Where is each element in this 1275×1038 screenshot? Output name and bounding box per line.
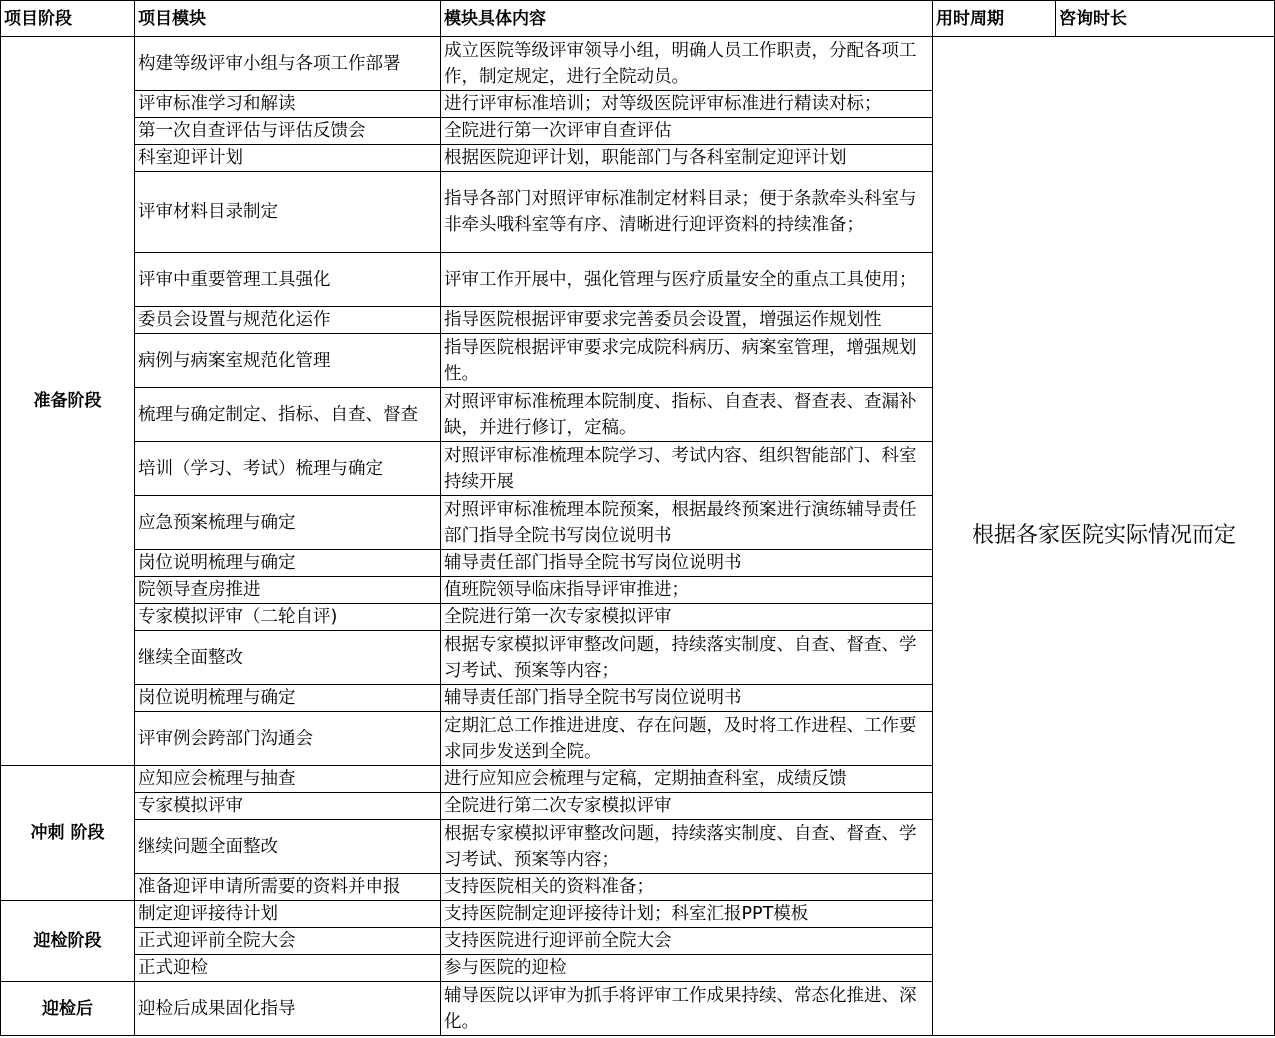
content-cell: 根据专家模拟评审整改问题，持续落实制度、自查、督查、学习考试、预案等内容；: [441, 820, 933, 874]
header-module: 项目模块: [135, 1, 441, 37]
module-cell: 迎检后成果固化指导: [135, 982, 441, 1036]
content-cell: 全院进行第一次专家模拟评审: [441, 604, 933, 631]
module-cell: 制定迎评接待计划: [135, 901, 441, 928]
stage-cell: 迎检阶段: [1, 901, 135, 982]
module-cell: 岗位说明梳理与确定: [135, 685, 441, 712]
content-cell: 对照评审标准梳理本院预案，根据最终预案进行演练辅导责任部门指导全院书写岗位说明书: [441, 496, 933, 550]
module-cell: 梳理与确定制定、指标、自查、督查: [135, 388, 441, 442]
header-duration: 咨询时长: [1056, 1, 1275, 37]
header-period: 用时周期: [933, 1, 1056, 37]
module-cell: 病例与病案室规范化管理: [135, 334, 441, 388]
content-cell: 辅导医院以评审为抓手将评审工作成果持续、常态化推进、深化。: [441, 982, 933, 1036]
content-cell: 根据专家模拟评审整改问题，持续落实制度、自查、督查、学习考试、预案等内容；: [441, 631, 933, 685]
module-cell: 委员会设置与规范化运作: [135, 307, 441, 334]
module-cell: 正式迎检: [135, 955, 441, 982]
content-cell: 根据医院迎评计划，职能部门与各科室制定迎评计划: [441, 145, 933, 172]
stage-cell: 迎检后: [1, 982, 135, 1036]
module-cell: 应急预案梳理与确定: [135, 496, 441, 550]
content-cell: 定期汇总工作推进进度、存在问题，及时将工作进程、工作要求同步发送到全院。: [441, 712, 933, 766]
module-cell: 准备迎评申请所需要的资料并申报: [135, 874, 441, 901]
module-cell: 科室迎评计划: [135, 145, 441, 172]
module-cell: 构建等级评审小组与各项工作部署: [135, 37, 441, 91]
module-cell: 培训（学习、考试）梳理与确定: [135, 442, 441, 496]
module-cell: 评审材料目录制定: [135, 172, 441, 253]
content-cell: 指导医院根据评审要求完成院科病历、病案室管理，增强规划性。: [441, 334, 933, 388]
module-cell: 正式迎评前全院大会: [135, 928, 441, 955]
content-cell: 值班院领导临床指导评审推进；: [441, 577, 933, 604]
stage-cell: 准备阶段: [1, 37, 135, 766]
module-cell: 评审例会跨部门沟通会: [135, 712, 441, 766]
module-cell: 专家模拟评审（二轮自评): [135, 604, 441, 631]
module-cell: 继续问题全面整改: [135, 820, 441, 874]
content-cell: 参与医院的迎检: [441, 955, 933, 982]
content-cell: 支持医院进行迎评前全院大会: [441, 928, 933, 955]
header-row: [1, 1, 1275, 37]
content-cell: 评审工作开展中，强化管理与医疗质量安全的重点工具使用；: [441, 253, 933, 307]
content-cell: 对照评审标准梳理本院学习、考试内容、组织智能部门、科室持续开展: [441, 442, 933, 496]
content-cell: 全院进行第二次专家模拟评审: [441, 793, 933, 820]
content-cell: 指导各部门对照评审标准制定材料目录；便于条款牵头科室与非牵头哦科室等有序、清晰进行迎评资料的持续准备；: [441, 172, 933, 253]
table-row: [1, 37, 1275, 91]
module-cell: 岗位说明梳理与确定: [135, 550, 441, 577]
content-cell: 全院进行第一次评审自查评估: [441, 118, 933, 145]
content-cell: 辅导责任部门指导全院书写岗位说明书: [441, 550, 933, 577]
module-cell: 评审标准学习和解读: [135, 91, 441, 118]
module-cell: 应知应会梳理与抽查: [135, 766, 441, 793]
module-cell: 专家模拟评审: [135, 793, 441, 820]
header-stage: 项目阶段: [1, 1, 135, 37]
content-cell: 成立医院等级评审领导小组，明确人员工作职责，分配各项工作，制定规定，进行全院动员。: [441, 37, 933, 91]
content-cell: 进行评审标准培训；对等级医院评审标准进行精读对标；: [441, 91, 933, 118]
header-content: 模块具体内容: [441, 1, 933, 37]
content-cell: 进行应知应会梳理与定稿，定期抽查科室，成绩反馈: [441, 766, 933, 793]
module-cell: 评审中重要管理工具强化: [135, 253, 441, 307]
module-cell: 继续全面整改: [135, 631, 441, 685]
period-cell: 根据各家医院实际情况而定: [933, 37, 1275, 1036]
content-cell: 支持医院制定迎评接待计划；科室汇报PPT模板: [441, 901, 933, 928]
module-cell: 第一次自查评估与评估反馈会: [135, 118, 441, 145]
stage-cell: 冲刺 阶段: [1, 766, 135, 901]
module-cell: 院领导查房推进: [135, 577, 441, 604]
content-cell: 辅导责任部门指导全院书写岗位说明书: [441, 685, 933, 712]
content-cell: 对照评审标准梳理本院制度、指标、自查表、督查表、查漏补缺，并进行修订，定稿。: [441, 388, 933, 442]
content-cell: 指导医院根据评审要求完善委员会设置，增强运作规划性: [441, 307, 933, 334]
content-cell: 支持医院相关的资料准备；: [441, 874, 933, 901]
